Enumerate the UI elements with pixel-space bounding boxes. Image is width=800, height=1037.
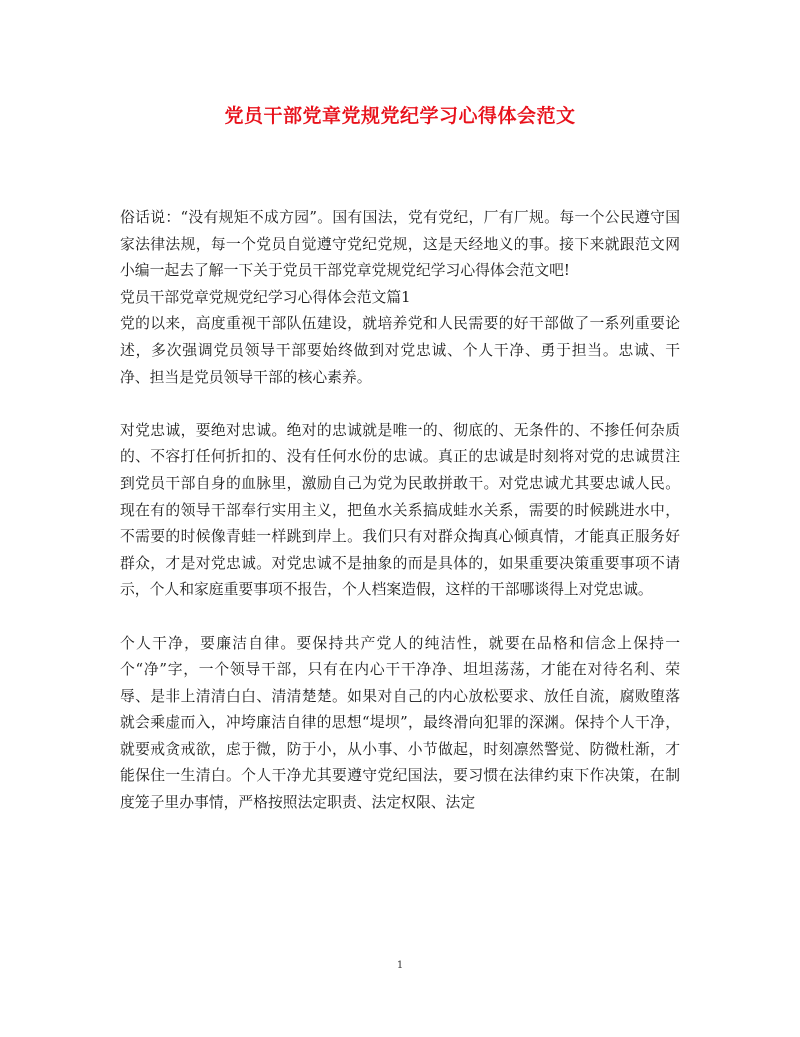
paragraph-gap [120,604,680,631]
paragraph-1: 党的以来，高度重视干部队伍建设，就培养党和人民需要的好干部做了一系列重要论述，多次强调党员领导干部要始终做到对党忠诚、个人干净、勇于担当。忠诚、干净、担当是党员领导干部的核心素养。 [120,315,680,386]
paragraph-2: 对党忠诚，要绝对忠诚。绝对的忠诚就是唯一的、彻底的、无条件的、不掺任何杂质的、不容打任何折扣的、没有任何水份的忠诚。真正的忠诚是时刻将对党的忠诚贯注到党员干部自身的血脉里，激励自己为党为民敢拼敢干。对党忠诚尤其要忠诚人民。现在有的领导干部奉行实用主义，把鱼水关系搞成蛙水关系，需要的时候跳进水中，不需要的时候像青蛙一样跳到岸上。我们只有对群众掏真心倾真情，才能真正服务好群众，才是对党忠诚。对党忠诚不是抽象的而是具体的，如果重要决策重要事项不请示，个人和家庭重要事项不报告，个人档案造假，这样的干部哪谈得上对党忠诚。 [120,421,680,599]
paragraph-3: 个人干净，要廉洁自律。要保持共产党人的纯洁性，就要在品格和信念上保持一个“净”字，一个领导干部，只有在内心干干净净、坦坦荡荡，才能在对待名利、荣辱、是非上清清白白、清清楚楚。如果对自己的内心放松要求、放任自流，腐败堕落就会乘虚而入，冲垮廉洁自律的思想“堤坝”，最终滑向犯罪的深渊。保持个人干净，就要戒贪戒欲，虑于微，防于小，从小事、小节做起，时刻凛然警觉、防微杜渐，才能保住一生清白。个人干净尤其要遵守党纪国法，要习惯在法律约束下作决策，在制度笼子里办事情，严格按照法定职责、法定权限、法定 [120,634,680,812]
paragraph-gap [120,391,680,418]
document-title: 党员干部党章党规党纪学习心得体会范文 [224,105,576,127]
intro-paragraph: 俗话说：“没有规矩不成方园”。国有国法，党有党纪，厂有厂规。每一个公民遵守国家法律法规，每一个党员自觉遵守党纪党规，这是天经地义的事。接下来就跟范文网小编一起去了解一下关于党员干部党章党规党纪学习心得体会范文吧! [120,209,680,280]
document-body [120,205,680,817]
section-heading: 党员干部党章党规党纪学习心得体会范文篇1 [120,288,411,306]
page-number: 1 [396,960,404,971]
